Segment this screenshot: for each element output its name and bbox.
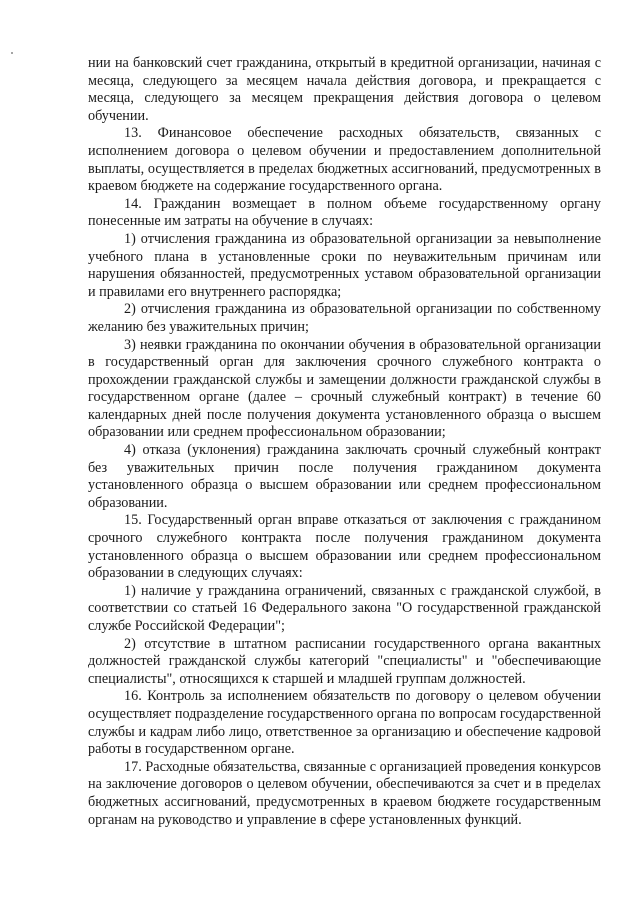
document-body: [88, 55, 601, 829]
paragraph-14-item-3: 3) неявки гражданина по окончании обучения в образовательной организации в государственный орган для заключения срочного служебного контракта о прохождении гражданской службы и замещении должности гражданской службы в государственном органе (далее – срочный служебный контракт) в течение 60 календарных дней после получения документа установленного образца о высшем образовании или среднем профессиональном образовании;: [88, 336, 601, 441]
paragraph-13: 13. Финансовое обеспечение расходных обязательств, связанных с исполнением договора о целевом обучении и предоставлением дополнительной выплаты, осуществляется в пределах бюджетных ассигнований, предусмотренных в краевом бюджете на содержание государственного органа.: [88, 125, 601, 195]
scan-speck: [11, 52, 13, 54]
paragraph-16: 16. Контроль за исполнением обязательств по договору о целевом обучении осуществляет подразделение государственного органа по вопросам государственной службы и кадрам либо лицо, ответственное за организацию и обеспечение кадровой работы в государственном органе.: [88, 688, 601, 758]
paragraph-15: 15. Государственный орган вправе отказаться от заключения с гражданином срочного служебного контракта после получения гражданином документа установленного образца о высшем образовании или среднем профессиональном образовании в следующих случаях:: [88, 512, 601, 582]
paragraph-continuation: нии на банковский счет гражданина, открытый в кредитной организации, начиная с месяца, следующего за месяцем начала действия договора, и прекращается с месяца, следующего за месяцем прекращения действия договора о целевом обучении.: [88, 55, 601, 124]
paragraph-17: 17. Расходные обязательства, связанные с организацией проведения конкурсов на заключение договоров о целевом обучении, обеспечиваются за счет и в пределах бюджетных ассигнований, предусмотренных в краевом бюджете государственным органам на руководство и управление в сфере установленных функций.: [88, 758, 601, 828]
paragraph-14: 14. Гражданин возмещает в полном объеме государственному органу понесенные им затраты на обучение в случаях:: [88, 195, 601, 230]
paragraph-15-item-2: 2) отсутствие в штатном расписании государственного органа вакантных должностей гражданской службы категорий "специалисты" и "обеспечивающие специалисты", относящихся к старшей и младшей группам должностей.: [88, 635, 601, 687]
paragraph-15-item-1: 1) наличие у гражданина ограничений, связанных с гражданской службой, в соответствии со статьей 16 Федерального закона "О государственной гражданской службе Российской Федерации";: [88, 582, 601, 634]
paragraph-14-item-4: 4) отказа (уклонения) гражданина заключать срочный служебный контракт без уважительных причин после получения гражданином документа установленного образца о высшем образовании или среднем профессиональном образовании.: [88, 442, 601, 511]
paragraph-14-item-1: 1) отчисления гражданина из образовательной организации за невыполнение учебного плана в установленные сроки по неуважительным причинам или нарушения обязанностей, предусмотренных уставом образовательной организации и правилами его внутреннего распорядка;: [88, 230, 601, 300]
paragraph-14-item-2: 2) отчисления гражданина из образовательной организации по собственному желанию без уважительных причин;: [88, 301, 601, 335]
